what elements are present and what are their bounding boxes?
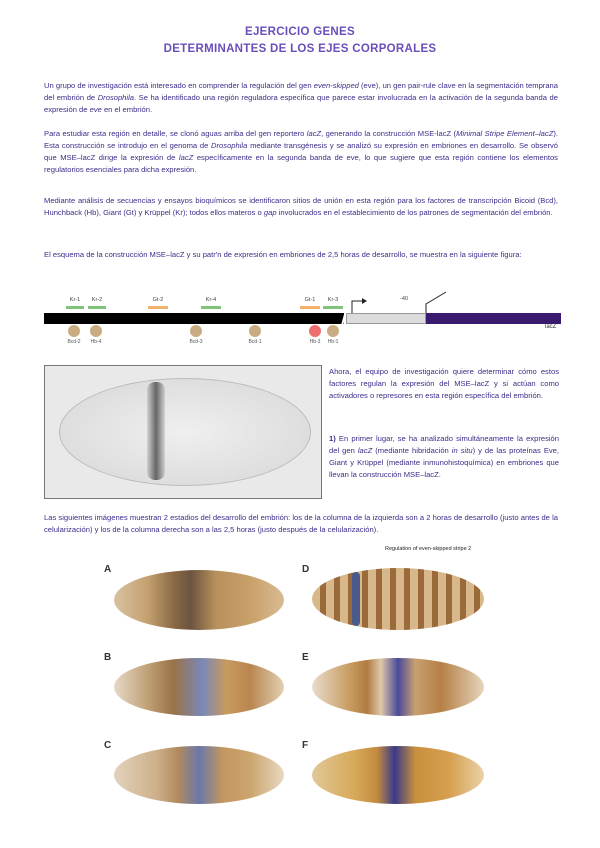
hb1-site <box>327 325 339 337</box>
page-subtitle: DETERMINANTES DE LOS EJES CORPORALES <box>163 43 437 55</box>
embryo-outline <box>59 378 311 486</box>
embryo-micrograph <box>44 365 322 499</box>
bcd3-site <box>190 325 202 337</box>
transcription-start-arrow-icon <box>350 296 370 314</box>
hb3-label: Hb-3 <box>309 339 321 345</box>
panel-f-embryo <box>312 746 484 804</box>
hb4-label: Hb-4 <box>90 339 102 345</box>
gt1-label: Gt-1 <box>304 297 316 303</box>
paragraph-intro: Un grupo de investigación está interesado en comprender la regulación del gen even-skipped (eve), un gen pair-rule clave en la segmentación temprana del embrión de Drosophila. Se ha identificado una región reguladora específica que parece estar involucrada en la activación de la segunda banda de expresión de eve en el embrión. <box>44 81 558 114</box>
figure-caption: Regulation of even-skipped stripe 2 <box>385 546 472 552</box>
kr2-site <box>88 306 106 309</box>
promoter-region <box>346 313 426 324</box>
panel-f-label: F <box>302 740 309 751</box>
hb1-label: Hb-1 <box>327 339 339 345</box>
lacz-gene-region <box>426 313 561 324</box>
gt1-site <box>300 306 320 309</box>
paragraph-construct: Para estudiar esta región en detalle, se clonó aguas arriba del gen reportero lacZ, generando la construcción MSE-lacZ (Minimal Stripe Element–lacZ). Esta construcción se introdujo en el genoma de Drosophila mediante transgénesis y se analizó su expresión en embriones en desarrollo. Se observó que MSE–lacZ dirige la expresión de lacZ específicamente en la segunda banda de eve, lo que sugiere que esta región contiene los elementos regulatorios esenciales para dicha expresión. <box>44 129 558 174</box>
paragraph-figure-intro: El esquema de la construcción MSE–lacZ y su patr'n de expresión en embriones de 2,5 horas de desarrollo, se muestra en la siguiente figura: <box>44 250 522 259</box>
bcd1-site <box>249 325 261 337</box>
bcd2-label: Bcd-2 <box>67 339 81 345</box>
stripe-2-band <box>147 382 165 480</box>
kr4-site <box>201 306 221 309</box>
panel-b <box>100 650 290 722</box>
panel-d-embryo <box>312 568 484 630</box>
bcd2-site <box>68 325 80 337</box>
page-title: EJERCICIO GENES <box>245 26 355 38</box>
hb4-site <box>90 325 102 337</box>
panel-b-embryo <box>114 658 284 716</box>
kr1-label: Kr-1 <box>69 297 81 303</box>
question-1: 1) En primer lugar, se ha analizado simultáneamente la expresión del gen lacZ (mediante hibridación in situ) y de las proteínas Eve, Giant y Krüppel (mediante inmunohistoquímica) en embriones que llevan la construcción MSE–lacZ. <box>329 434 560 479</box>
panel-c-label: C <box>104 740 112 751</box>
paragraph-factors: Mediante análisis de secuencias y ensayos bioquímicos se identificaron sitios de unión en esta región para los factores de transcripción Bicoid (Bcd), Hunchback (Hb), Giant (Gt) y Krüppel (Kr); todos ellos materos o gap involucrados en el establecimiento de los patrones de segmentación del embrión. <box>44 196 558 217</box>
panel-d-label: D <box>302 564 310 575</box>
panel-a-embryo <box>114 570 284 630</box>
panel-c-embryo <box>114 746 284 804</box>
panel-e-embryo <box>312 658 484 716</box>
panel-e-label: E <box>302 652 309 663</box>
kr1-site <box>66 306 84 309</box>
gt2-label: Gt-2 <box>152 297 164 303</box>
kr3-label: Kr-3 <box>327 297 339 303</box>
panel-d-lacz-stripe <box>352 572 360 626</box>
paragraph-objective: Ahora, el equipo de investigación quiere determinar cómo estos factores regulan la expresión del MSE–lacZ y si actúan como activadores o represores en esta región específica del embrión. <box>329 367 559 400</box>
panel-b-label: B <box>104 652 112 663</box>
panel-d <box>298 562 488 634</box>
tata-label: -40 <box>400 296 408 302</box>
kr2-label: Kr-2 <box>91 297 103 303</box>
panel-a-label: A <box>104 564 112 575</box>
gt2-site <box>148 306 168 309</box>
panel-a <box>100 562 290 634</box>
bcd3-label: Bcd-3 <box>189 339 203 345</box>
kr4-label: Kr-4 <box>205 297 217 303</box>
kr3-site <box>323 306 343 309</box>
mse-region <box>44 313 344 324</box>
lacz-label: lacZ <box>545 324 557 330</box>
lacz-junction-icon <box>424 290 448 314</box>
hb3-site <box>309 325 321 337</box>
paragraph-stages: Las siguientes imágenes muestran 2 estadios del desarrollo del embrión: los de la columna de la izquierda son a 2 horas de desarrollo (justo antes de la celularización) y los de la columna derecha son a las 2,5 horas (justo después de la celularización). <box>44 513 558 534</box>
bcd1-label: Bcd-1 <box>248 339 262 345</box>
panel-e <box>298 650 488 722</box>
panel-c <box>100 738 290 810</box>
panel-f <box>298 738 488 810</box>
